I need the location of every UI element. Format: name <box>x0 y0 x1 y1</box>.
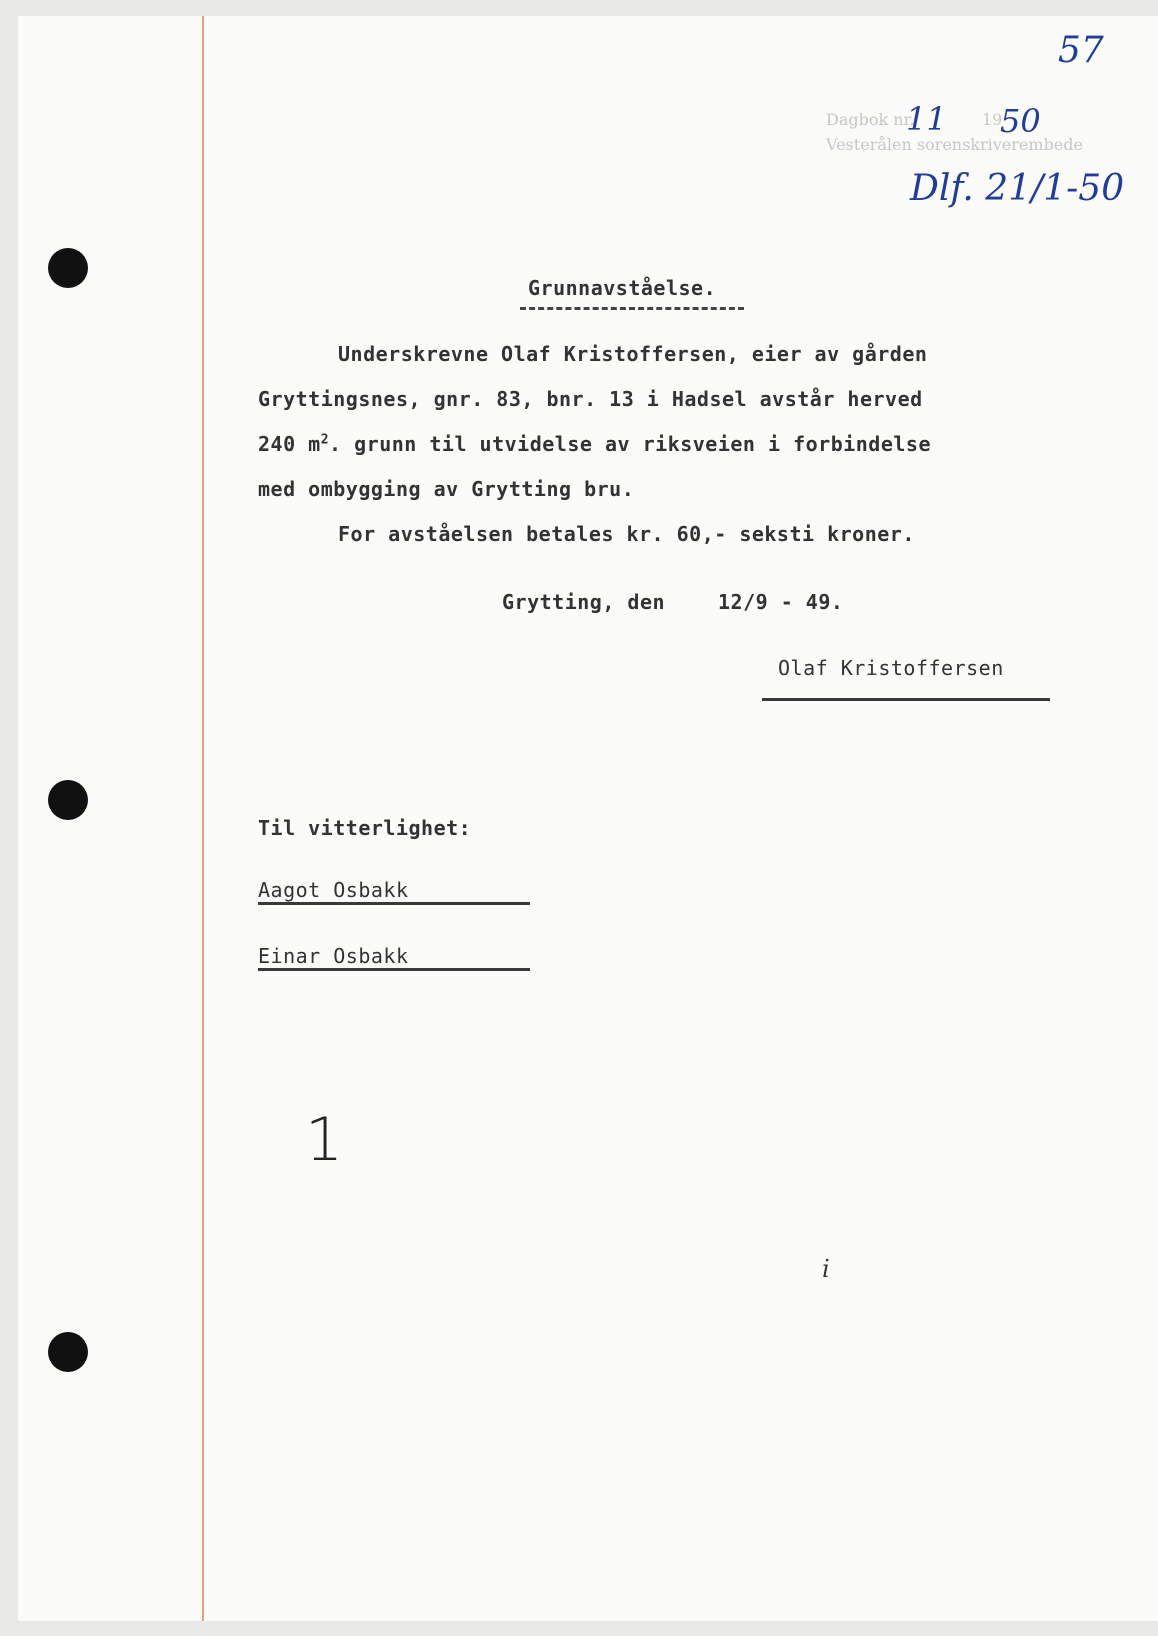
document-page <box>18 16 1158 1621</box>
stamp-year-prefix: 19 <box>982 110 1003 129</box>
document-title: Grunnavståelse. <box>528 276 717 300</box>
stamp-dagbok-label: Dagbok nr. <box>826 110 915 129</box>
witness-2-name: Einar Osbakk <box>258 944 409 968</box>
tick-mark: i <box>822 1255 830 1283</box>
witness-1-name: Aagot Osbakk <box>258 878 409 902</box>
stamp-office: Vesterålen sorenskriverembede <box>826 135 1083 154</box>
registration-note: Dlf. 21/1-50 <box>910 168 1125 209</box>
page-number: 57 <box>1058 30 1104 71</box>
witness-heading: Til vitterlighet: <box>258 816 472 840</box>
punch-hole-bottom <box>48 1332 88 1372</box>
area-rest: . grunn til utvidelse av riksveien i forbindelse <box>329 432 932 456</box>
signatory-line <box>762 698 1050 701</box>
dagbok-number: 11 <box>906 100 947 138</box>
witness-2-line <box>258 968 530 971</box>
paragraph-line-4: med ombygging av Grytting bru. <box>258 477 635 501</box>
punch-hole-top <box>48 248 88 288</box>
paragraph-line-3 <box>258 432 931 456</box>
paragraph-line-1: Underskrevne Olaf Kristoffersen, eier av gården <box>338 342 928 366</box>
payment-line: For avståelsen betales kr. 60,- seksti kroner. <box>338 522 915 546</box>
place-label: Grytting, den <box>502 590 666 614</box>
witness-1-line <box>258 902 530 905</box>
margin-mark: 1 <box>305 1105 344 1175</box>
dagbok-year: 50 <box>1000 102 1041 140</box>
punch-hole-middle <box>48 780 88 820</box>
title-underline <box>520 307 744 310</box>
area-value: 240 m <box>258 432 321 456</box>
signature-date: 12/9 - 49. <box>718 590 844 614</box>
signatory-name: Olaf Kristoffersen <box>778 656 1004 680</box>
red-margin-line <box>202 16 204 1621</box>
area-exponent: 2 <box>320 432 330 448</box>
paragraph-line-2: Gryttingsnes, gnr. 83, bnr. 13 i Hadsel avstår herved <box>258 387 923 411</box>
